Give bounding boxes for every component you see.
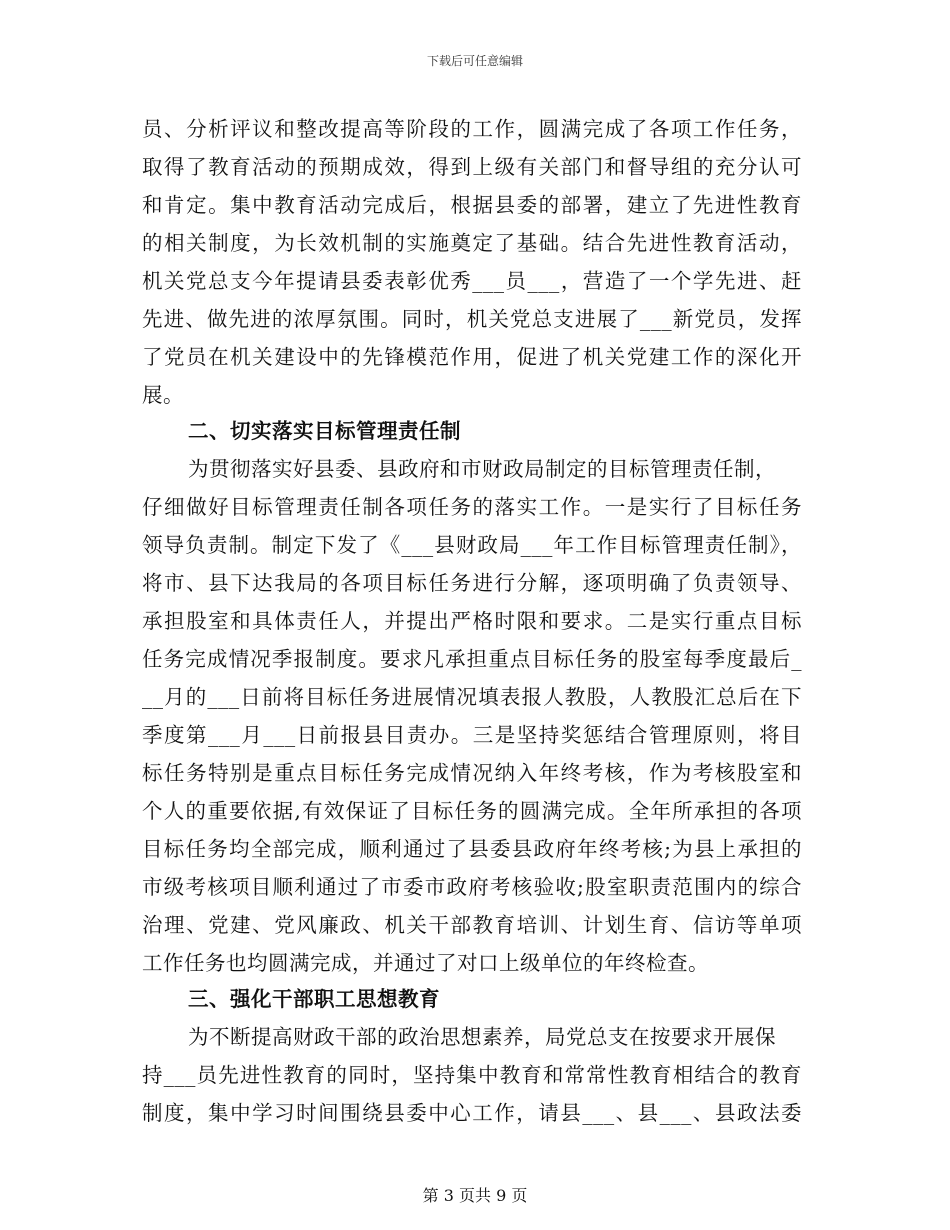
text-line: 标任务特别是重点目标任务完成情况纳入年终考核，作为考核股室和 <box>142 761 802 785</box>
text-line: 任务完成情况季报制度。要求凡承担重点目标任务的股室每季度最后_ <box>142 647 802 671</box>
text-line: 领导负责制。制定下发了《___县财政局___年工作目标管理责任制》， <box>142 533 802 557</box>
text-line: 个人的重要依据,有效保证了目标任务的圆满完成。全年所承担的各项 <box>142 799 802 823</box>
text-line: 市级考核项目顺利通过了市委市政府考核验收;股室职责范围内的综合 <box>142 875 802 899</box>
section-heading: 三、强化干部职工思想教育 <box>188 987 440 1011</box>
text-line: 仔细做好目标管理责任制各项任务的落实工作。一是实行了目标任务 <box>142 495 802 519</box>
text-line: 了党员在机关建设中的先锋模范作用，促进了机关党建工作的深化开 <box>142 345 802 369</box>
page-footer: 第 3 页共 9 页 <box>422 1186 528 1205</box>
text-line: 承担股室和具体责任人，并提出严格时限和要求。二是实行重点目标 <box>142 609 802 633</box>
text-line: 的相关制度，为长效机制的实施奠定了基础。结合先进性教育活动， <box>142 231 802 255</box>
text-line: 取得了教育活动的预期成效，得到上级有关部门和督导组的充分认可 <box>142 155 802 179</box>
text-line: 目标任务均全部完成，顺利通过了县委县政府年终考核;为县上承担的 <box>142 837 802 861</box>
text-line: 机关党总支今年提请县委表彰优秀___员___，营造了一个学先进、赶 <box>142 269 802 293</box>
text-line: 和肯定。集中教育活动完成后，根据县委的部署，建立了先进性教育 <box>142 193 802 217</box>
text-line: 员、分析评议和整改提高等阶段的工作，圆满完成了各项工作任务， <box>142 117 802 141</box>
text-line: 先进、做先进的浓厚氛围。同时，机关党总支进展了___新党员，发挥 <box>142 307 802 331</box>
text-line: 制度，集中学习时间围绕县委中心工作，请县___、县___、县政法委 <box>142 1101 802 1125</box>
text-line: 季度第___月___日前报县目责办。三是坚持奖惩结合管理原则，将目 <box>142 723 802 747</box>
text-line: 持___员先进性教育的同时，坚持集中教育和常常性教育相结合的教育 <box>142 1063 802 1087</box>
text-line: 工作任务也均圆满完成，并通过了对口上级单位的年终检查。 <box>142 951 709 975</box>
text-line: 将市、县下达我局的各项目标任务进行分解，逐项明确了负责领导、 <box>142 571 802 595</box>
text-line: 为贯彻落实好县委、县政府和市财政局制定的目标管理责任制， <box>188 457 776 481</box>
text-line: 治理、党建、党风廉政、机关干部教育培训、计划生育、信访等单项 <box>142 913 802 937</box>
page-header: 下载后可任意编辑 <box>426 54 523 68</box>
section-heading: 二、切实落实目标管理责任制 <box>188 419 461 443</box>
text-line: 为不断提高财政干部的政治思想素养，局党总支在按要求开展保 <box>188 1025 776 1049</box>
text-line: 展。 <box>142 383 184 407</box>
text-line: __月的___日前将目标任务进展情况填表报人教股，人教股汇总后在下 <box>142 685 802 709</box>
